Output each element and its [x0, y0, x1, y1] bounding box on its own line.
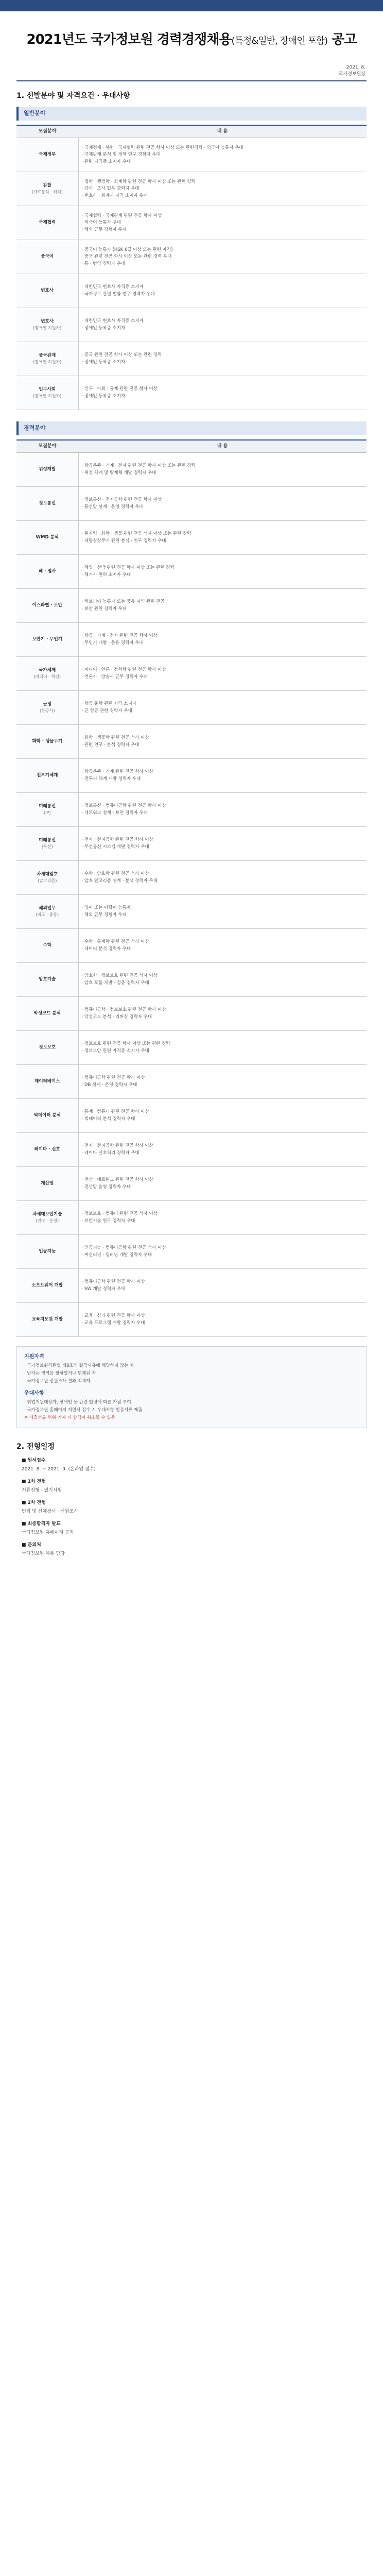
field-name-cell	[16, 1031, 78, 1065]
schedule-text: 국가정보원 홈페이지 공지	[22, 1530, 74, 1536]
table-row	[16, 793, 367, 827]
field-name-cell	[16, 555, 78, 589]
detail-line: · 군 항공 관련 경력자 우대	[81, 708, 132, 714]
table-row	[16, 172, 367, 206]
table-row	[16, 376, 367, 410]
field-name-cell	[16, 376, 78, 410]
table-row	[16, 1167, 367, 1201]
table-row	[16, 691, 367, 725]
detail-line: · 위성 체계 및 탑재체 개발 경력자 우대	[81, 470, 156, 476]
field-name: 계산망	[41, 1181, 54, 1187]
general-field-label: 일반분야	[16, 107, 367, 121]
detail-line: · 암호학 · 정보보호 관련 전공 석사 이상	[81, 973, 158, 979]
field-name: 전투기체계	[37, 773, 58, 778]
detail-line: · 변호사 · 회계사 자격 소지자 우대	[81, 193, 148, 199]
field-name-cell	[16, 1269, 78, 1303]
field-name-cell	[16, 895, 78, 929]
field-detail-cell	[78, 929, 367, 963]
field-detail-cell	[78, 725, 367, 759]
detail-line: · 중국 관련 전공 학사 이상 또는 관련 경력 우대	[81, 254, 172, 260]
field-detail-cell	[78, 691, 367, 725]
field-name: 정보통신	[39, 501, 56, 506]
detail-line: · 항공우주 · 기계 · 전자 관련 전공 학사 이상 또는 관련 경력	[81, 463, 196, 469]
field-name: 국제정무	[39, 152, 56, 158]
detail-line: · 보안 관련 경력자 우대	[81, 606, 127, 612]
field-name: 수학	[43, 943, 51, 948]
detail-line: · 장애인 등록증 소지자	[81, 394, 126, 399]
schedule-text: 국가정보원 채용 담당	[22, 1551, 65, 1557]
note-line: · 국가정보원 홈페이지 지원서 접수 시 우대사항 입증서류 제출	[24, 1408, 143, 1413]
field-name-cell	[16, 963, 78, 997]
field-name-cell	[16, 793, 78, 827]
title-end: 공고	[332, 32, 357, 47]
table-row	[16, 1201, 367, 1235]
schedule-bullet: ■ 최종합격자 발표	[22, 1521, 61, 1527]
field-name-cell	[16, 453, 78, 487]
detail-line: · 화학 · 생물학 관련 전공 석사 이상	[81, 735, 149, 741]
detail-line: · 무선통신 시스템 개발 경력자 우대	[81, 844, 149, 850]
detail-line: · 중국 관련 전공 학사 이상 또는 관련 경력	[81, 352, 162, 358]
field-detail-cell	[78, 997, 367, 1031]
field-name-cell	[16, 997, 78, 1031]
detail-line: · 정보통신 · 컴퓨터공학 관련 전공 학사 이상	[81, 803, 166, 809]
field-name-cell	[16, 827, 78, 861]
field-name-cell	[16, 1133, 78, 1167]
field-detail-cell	[78, 1099, 367, 1133]
table-row	[16, 997, 367, 1031]
field-detail-cell	[78, 1133, 367, 1167]
detail-line: · 인공지능 · 컴퓨터공학 관련 전공 석사 이상	[81, 1245, 166, 1251]
detail-line: · 항공 운항 관련 자격 소지자	[81, 701, 137, 707]
schedule-text: 2021. 8. ~ 2021. 9. (온라인 접수)	[22, 1467, 96, 1472]
field-name-cell	[16, 1099, 78, 1133]
field-name-cell	[16, 172, 78, 206]
field-name-cell	[16, 1303, 78, 1337]
field-name: 중국어	[41, 254, 54, 260]
table-row	[16, 1065, 367, 1099]
table-row	[16, 725, 367, 759]
field-note: (연구 · 운영)	[36, 1218, 59, 1224]
detail-line: · 교육 프로그램 개발 경력자 우대	[81, 1320, 145, 1326]
detail-line: · 레이다 신호처리 경력자 우대	[81, 1150, 140, 1156]
field-note: (장애인 지원자)	[33, 360, 62, 365]
field-detail-cell	[78, 1167, 367, 1201]
field-name: 레이다 · 신호	[34, 1147, 60, 1153]
field-detail-cell	[78, 861, 367, 895]
field-note: (장애인 지원자)	[33, 326, 62, 331]
table-row	[16, 657, 367, 691]
field-detail-cell	[78, 1031, 367, 1065]
detail-line: · 암호 모듈 개발 · 검증 경력자 우대	[81, 980, 149, 986]
field-name: 차세대보안기술	[32, 1212, 62, 1217]
field-name: 이스라엘 · 보안	[32, 603, 62, 608]
field-name-cell	[16, 240, 78, 274]
table-row	[16, 521, 367, 555]
field-detail-cell	[78, 759, 367, 793]
field-name: 변호사	[41, 288, 54, 294]
field-name: 국제협력	[39, 220, 56, 226]
field-note: (알고리즘)	[38, 878, 57, 884]
detail-line: · 중국어 능통자 (HSK 6급 이상 또는 관련 자격)	[81, 247, 173, 252]
table-row	[16, 1031, 367, 1065]
field-name: 군정	[43, 702, 51, 707]
field-name: 중국관계	[39, 353, 56, 359]
field-detail-cell	[78, 793, 367, 827]
field-name-cell	[16, 487, 78, 521]
field-name-cell	[16, 138, 78, 172]
detail-line: · 관련 연구 · 분석 경력자 우대	[81, 742, 140, 748]
field-name: 변호사	[41, 319, 54, 325]
detail-line: · 머신러닝 · 딥러닝 개발 경력자 우대	[81, 1252, 152, 1258]
table-row	[16, 759, 367, 793]
table-row	[16, 963, 367, 997]
section1-heading: 1. 선발분야 및 자격요건 · 우대사항	[16, 92, 130, 100]
field-name: 미래통신	[39, 804, 56, 809]
detail-line: · 항공 · 기계 · 전자 관련 전공 학사 이상	[81, 633, 158, 639]
detail-line: · 해양 · 선박 관련 전공 학사 이상 또는 관련 경력	[81, 565, 175, 571]
detail-line: · 정보보호 · 컴퓨터 관련 전공 석사 이상	[81, 1211, 158, 1217]
notes-box	[16, 1346, 367, 1428]
field-detail-cell	[78, 342, 367, 376]
field-detail-cell	[78, 895, 367, 929]
field-detail-cell	[78, 487, 367, 521]
detail-line: · 보안기술 연구 경력자 우대	[81, 1218, 135, 1224]
field-detail-cell	[78, 376, 367, 410]
detail-line: · 컴퓨터공학 · 정보보호 관련 전공 학사 이상	[81, 1007, 166, 1013]
detail-line: · 대량살상무기 관련 분석 · 연구 경력자 우대	[81, 538, 166, 544]
table-row	[16, 1235, 367, 1269]
field-name-cell	[16, 206, 78, 240]
notice-meta	[0, 64, 383, 77]
schedule-bullet: ■ 문의처	[22, 1542, 41, 1548]
note-line: · 남자는 병역을 필하였거나 면제된 자	[24, 1370, 96, 1376]
detail-line: · 대한민국 변호사 자격증 소지자	[81, 318, 144, 324]
col-detail: 내 용	[78, 125, 367, 138]
table-row	[16, 623, 367, 657]
field-name: 인공지능	[39, 1249, 56, 1255]
detail-line: · 교육 · 심리 관련 전공 학사 이상	[81, 1313, 145, 1319]
field-name: 빅데이터 분석	[33, 1113, 61, 1118]
table-row	[16, 1269, 367, 1303]
field-name-cell	[16, 308, 78, 342]
field-name-cell	[16, 1065, 78, 1099]
detail-line: · 해기사 면허 소지자 우대	[81, 572, 131, 578]
field-detail-cell	[78, 453, 367, 487]
field-name: 감찰	[43, 183, 51, 189]
field-name: 화학 · 생물무기	[32, 739, 62, 744]
detail-line: · 법학 · 행정학 · 회계학 관련 전공 학사 이상 또는 관련 경력	[81, 179, 196, 184]
notice-title	[0, 30, 383, 50]
field-note: (IP)	[44, 810, 51, 816]
field-name: 악성코드 분석	[33, 1011, 61, 1016]
notes-heading-1: 지원자격	[24, 1354, 44, 1360]
field-name-cell	[16, 861, 78, 895]
table-row	[16, 1099, 367, 1133]
table-row	[16, 308, 367, 342]
field-note: (미국 · 중동)	[36, 912, 59, 918]
detail-line: · 전자 · 전파공학 관련 전공 학사 이상	[81, 1143, 153, 1149]
field-note: (무선)	[41, 844, 53, 850]
detail-line: · 빅데이터 분석 경력자 우대	[81, 1116, 135, 1122]
notes-heading-2: 우대사항	[24, 1391, 44, 1397]
title-divider	[16, 80, 367, 81]
field-detail-cell	[78, 555, 367, 589]
table-row	[16, 487, 367, 521]
table-row	[16, 555, 367, 589]
field-detail-cell	[78, 172, 367, 206]
detail-line: · 미디어 · 언론 · 정치학 관련 전공 학사 이상	[81, 667, 166, 673]
field-detail-cell	[78, 1065, 367, 1099]
field-detail-cell	[78, 206, 367, 240]
title-main: 2021년도 국가정보원 경력경쟁채용	[26, 32, 232, 47]
table-row	[16, 589, 367, 623]
detail-line: · 정보보호 관련 전공 학사 이상 또는 관련 경력	[81, 1041, 170, 1047]
detail-line: · 네트워크 설계 · 보안 경력자 우대	[81, 810, 148, 816]
field-note: (장애인 지원자)	[33, 394, 62, 399]
detail-line: · 암호 알고리즘 설계 · 분석 경력자 우대	[81, 878, 158, 884]
general-field-table	[16, 125, 367, 411]
field-name-cell	[16, 725, 78, 759]
detail-line: · 외국어 능통자 우대	[81, 220, 121, 226]
field-name-cell	[16, 929, 78, 963]
field-detail-cell	[78, 138, 367, 172]
field-detail-cell	[78, 657, 367, 691]
detail-line: · 장애인 등록증 소지자	[81, 360, 126, 365]
col-detail: 내 용	[78, 440, 367, 453]
detail-line: · 해외 근무 경험자 우대	[81, 227, 127, 233]
field-note: (항공사)	[40, 708, 55, 714]
detail-line: · 컴퓨터공학 관련 전공 학사 이상	[81, 1075, 145, 1081]
warning-line: ※ 제출서류 허위 기재 시 합격이 취소될 수 있음	[24, 1415, 115, 1420]
field-detail-cell	[78, 623, 367, 657]
field-name-cell	[16, 657, 78, 691]
table-row	[16, 929, 367, 963]
field-name-cell	[16, 1201, 78, 1235]
detail-line: · 정보통신 · 전자공학 관련 전공 학사 이상	[81, 497, 162, 503]
field-detail-cell	[78, 1269, 367, 1303]
field-name-cell	[16, 274, 78, 308]
field-name: 정보보호	[39, 1045, 56, 1050]
note-line: · 국가정보원직원법 제8조의 결격사유에 해당하지 않는 자	[24, 1363, 134, 1369]
field-name-cell	[16, 342, 78, 376]
field-detail-cell	[78, 274, 367, 308]
col-field: 모집분야	[16, 440, 78, 453]
field-detail-cell	[78, 589, 367, 623]
detail-line: · 정보보안 관련 자격증 소지자 우대	[81, 1048, 149, 1054]
table-row	[16, 138, 367, 172]
detail-line: · 장애인 등록증 소지자	[81, 326, 126, 331]
detail-line: · 국가정보 관련 법률 업무 경력자 우대	[81, 292, 155, 297]
table-row	[16, 453, 367, 487]
schedule-list	[22, 1458, 367, 1558]
detail-line: · SW 개발 경력자 우대	[81, 1286, 126, 1292]
field-detail-cell	[78, 827, 367, 861]
field-name-cell	[16, 691, 78, 725]
detail-line: · 악성코드 분석 · 리버싱 경력자 우대	[81, 1014, 152, 1020]
field-note: (자료분석 · 해석)	[31, 190, 63, 195]
field-name: 교육지도원 개발	[31, 1317, 63, 1323]
field-detail-cell	[78, 240, 367, 274]
detail-line: · 언론사 · 방송사 근무 경력자 우대	[81, 674, 148, 680]
table-row	[16, 1303, 367, 1337]
detail-line: · 컴퓨터공학 관련 전공 학사 이상	[81, 1279, 145, 1285]
detail-line: · 통계 · 컴퓨터 관련 전공 학사 이상	[81, 1109, 149, 1115]
schedule-text: 면접 및 신체검사 · 신원조사	[22, 1509, 78, 1515]
table-row	[16, 895, 367, 929]
field-detail-cell	[78, 1201, 367, 1235]
detail-line: · 국제협력 · 국제관계 관련 전공 학사 이상	[81, 213, 162, 218]
table-row	[16, 240, 367, 274]
detail-line: · 수학 · 암호학 관련 전공 석사 이상	[81, 871, 149, 877]
field-name: 해외업무	[39, 906, 56, 911]
field-name: 미래통신	[39, 838, 56, 843]
detail-line: · 전투기 체계 개발 경력자 우대	[81, 776, 141, 782]
field-name: 보안기 · 무인기	[32, 637, 62, 642]
field-name: 국가체제	[39, 668, 56, 673]
detail-line: · 해외 근무 경험자 우대	[81, 912, 127, 918]
career-field-table	[16, 439, 367, 1337]
note-line: · 취업지원대상자, 장애인 등 관련 법령에 따른 가점 부여	[24, 1400, 131, 1405]
field-name: 데이터베이스	[34, 1079, 60, 1084]
detail-line: · 수학 · 통계학 관련 전공 석사 이상	[81, 939, 149, 945]
detail-line: · 관련 자격증 소지자 우대	[81, 159, 131, 165]
field-name-cell	[16, 759, 78, 793]
field-name: 소프트웨어 개발	[31, 1283, 63, 1289]
detail-line: · 인구 · 사회 · 통계 관련 전공 학사 이상	[81, 386, 158, 392]
detail-line: · 전자 · 전파공학 관련 전공 학사 이상	[81, 837, 153, 843]
table-row	[16, 206, 367, 240]
top-bar	[0, 0, 383, 11]
field-name: 차세대암호	[37, 872, 58, 877]
detail-line: · 히브리어 능통자 또는 중동 지역 관련 전공	[81, 599, 165, 605]
detail-line: · 원자력 · 화학 · 생물 관련 전공 석사 이상 또는 관련 경력	[81, 531, 192, 537]
detail-line: · 통 · 번역 경력자 우대	[81, 261, 126, 267]
detail-line: · 국제정세 · 북한 · 국제협력 관련 전공 학사 이상 또는 관련경력 · 외국어 능통자 우대	[81, 145, 243, 150]
detail-line: · 데이터 분석 경력자 우대	[81, 946, 131, 952]
detail-line: · 전산망 운영 경력자 우대	[81, 1184, 131, 1190]
field-detail-cell	[78, 521, 367, 555]
field-note: (미디어 · 책임)	[33, 674, 61, 680]
field-detail-cell	[78, 1303, 367, 1337]
detail-line: · 항공우주 · 기계 관련 전공 학사 이상	[81, 769, 153, 775]
note-line: · 국가정보원 신원조사 결과 적격자	[24, 1378, 91, 1384]
field-name-cell	[16, 589, 78, 623]
field-name: WMD 분석	[36, 535, 59, 540]
field-name-cell	[16, 521, 78, 555]
table-row	[16, 274, 367, 308]
schedule-bullet: ■ 1차 전형	[22, 1479, 46, 1484]
table-row	[16, 861, 367, 895]
field-name-cell	[16, 623, 78, 657]
schedule-text: 서류전형 · 필기시험	[22, 1488, 62, 1494]
field-detail-cell	[78, 1235, 367, 1269]
schedule-bullet: ■ 2차 전형	[22, 1500, 46, 1505]
field-name: 위성개발	[39, 467, 56, 472]
field-name: 암호기술	[39, 977, 56, 982]
detail-line: · 전산 · 네트워크 관련 전공 학사 이상	[81, 1177, 153, 1183]
field-name: 해 · 정사	[38, 569, 56, 574]
detail-line: · DB 설계 · 운영 경력자 우대	[81, 1082, 137, 1088]
meta-date: 2021. 8.	[346, 65, 365, 70]
career-field-label: 경력분야	[16, 421, 367, 435]
field-detail-cell	[78, 308, 367, 342]
col-field: 모집분야	[16, 125, 78, 138]
field-name-cell	[16, 1167, 78, 1201]
table-row	[16, 1133, 367, 1167]
field-name: 인구사회	[39, 387, 56, 393]
detail-line: · 대한민국 변호사 자격증 소지자	[81, 284, 144, 290]
detail-line: · 감사 · 조사 업무 경력자 우대	[81, 186, 140, 192]
schedule-bullet: ■ 원서접수	[22, 1458, 46, 1463]
title-sub: (특정&일반, 장애인 포함)	[231, 36, 328, 46]
detail-line: · 영어 또는 아랍어 능통자	[81, 905, 131, 911]
table-row	[16, 827, 367, 861]
meta-org: 국가정보원장	[338, 71, 365, 77]
field-detail-cell	[78, 963, 367, 997]
detail-line: · 국제관계 분석 및 정책 연구 경험자 우대	[81, 152, 161, 158]
detail-line: · 무인기 개발 · 운용 경력자 우대	[81, 640, 144, 646]
table-row	[16, 342, 367, 376]
section2-heading: 2. 전형일정	[16, 1442, 55, 1451]
field-name-cell	[16, 1235, 78, 1269]
detail-line: · 통신망 설계 · 운영 경력자 우대	[81, 504, 144, 510]
